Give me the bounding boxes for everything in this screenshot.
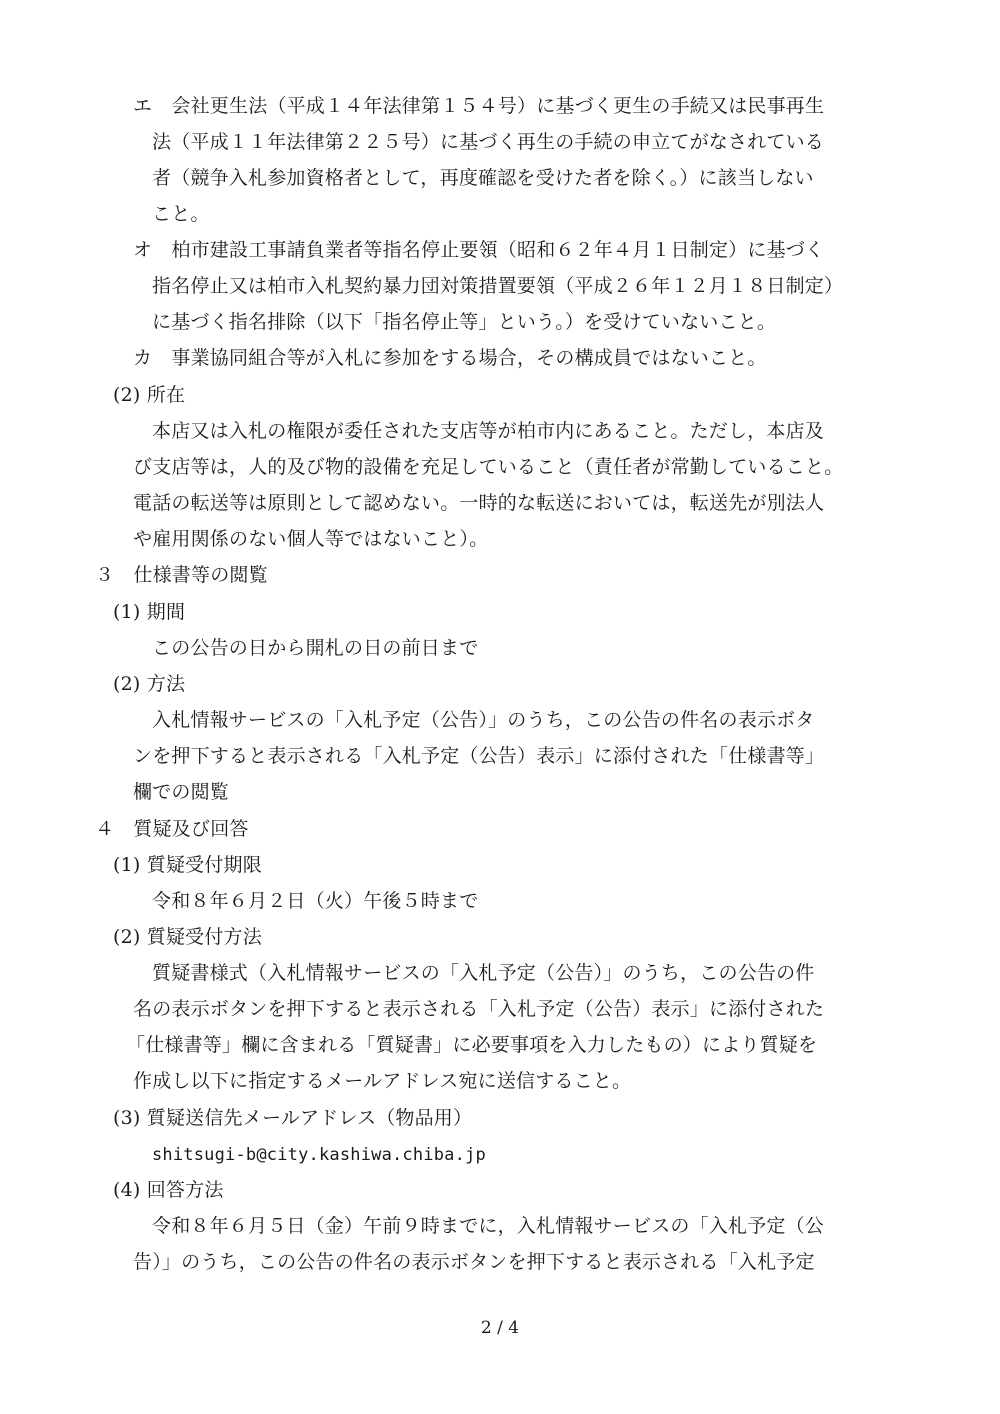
location-line-4: や雇用関係のない個人等ではないこと）。: [133, 528, 489, 550]
subsection-3-2-line-1: 入札情報サービスの「入札予定（公告）」のうち，この公告の件名の表示ボタ: [152, 709, 815, 731]
subsection-2-2-heading: (2) 所在: [113, 384, 186, 406]
subsection-3-2-heading: (2) 方法: [113, 673, 186, 695]
subsection-4-2-heading: (2) 質疑受付方法: [113, 926, 262, 948]
location-line-3: 電話の転送等は原則として認めない。一時的な転送においては，転送先が別法人: [133, 492, 825, 514]
subsection-4-4-line-1: 令和８年６月５日（金）午前９時までに，入札情報サービスの「入札予定（公: [152, 1215, 825, 1237]
item-o-line-1: オ 柏市建設工事請負業者等指名停止要領（昭和６２年４月１日制定）に基づく: [133, 239, 825, 261]
section-4-heading: ４ 質疑及び回答: [95, 818, 249, 840]
section-3-heading: ３ 仕様書等の閲覧: [95, 564, 268, 586]
location-line-1: 本店又は入札の権限が委任された支店等が柏市内にあること。ただし，本店及: [152, 420, 825, 442]
subsection-4-1-text: 令和８年６月２日（火）午後５時まで: [152, 890, 479, 912]
subsection-3-2-line-2: ンを押下すると表示される「入札予定（公告）表示」に添付された「仕様書等」: [133, 745, 825, 767]
location-line-2: び支店等は，人的及び物的設備を充足していること（責任者が常勤していること。: [133, 456, 844, 478]
subsection-4-2-line-1: 質疑書様式（入札情報サービスの「入札予定（公告）」のうち，この公告の件: [152, 962, 815, 984]
item-ka-line-1: カ 事業協同組合等が入札に参加をする場合，その構成員ではないこと。: [133, 347, 767, 369]
subsection-4-2-line-3: 「仕様書等」欄に含まれる「質疑書」に必要事項を入力したもの）により質疑を: [126, 1034, 818, 1056]
email-address: shitsugi-b@city.kashiwa.chiba.jp: [152, 1145, 486, 1165]
subsection-4-4-line-2: 告）」のうち，この公告の件名の表示ボタンを押下すると表示される「入札予定: [133, 1251, 815, 1273]
page-number: 2 / 4: [480, 1318, 520, 1338]
item-e-line-1: エ 会社更生法（平成１４年法律第１５４号）に基づく更生の手続又は民事再生: [133, 95, 825, 117]
item-o-line-2: 指名停止又は柏市入札契約暴力団対策措置要領（平成２６年１２月１８日制定）: [152, 275, 844, 297]
subsection-3-2-line-3: 欄での閲覧: [133, 781, 230, 803]
item-e-line-2: 法（平成１１年法律第２２５号）に基づく再生の手続の申立てがなされている: [152, 131, 825, 153]
subsection-4-2-line-2: 名の表示ボタンを押下すると表示される「入札予定（公告）表示」に添付された: [133, 998, 825, 1020]
subsection-3-1-text: この公告の日から開札の日の前日まで: [152, 637, 479, 659]
subsection-4-2-line-4: 作成し以下に指定するメールアドレス宛に送信すること。: [133, 1070, 632, 1092]
item-e-line-4: こと。: [152, 203, 210, 225]
subsection-4-4-heading: (4) 回答方法: [113, 1179, 224, 1201]
subsection-4-3-heading: (3) 質疑送信先メールアドレス（物品用）: [113, 1107, 473, 1129]
item-e-line-3: 者（競争入札参加資格者として，再度確認を受けた者を除く。）に該当しない: [152, 167, 814, 189]
subsection-3-1-heading: (1) 期間: [113, 601, 186, 623]
subsection-4-1-heading: (1) 質疑受付期限: [113, 854, 262, 876]
item-o-line-3: に基づく指名排除（以下「指名停止等」という。）を受けていないこと。: [152, 311, 777, 333]
